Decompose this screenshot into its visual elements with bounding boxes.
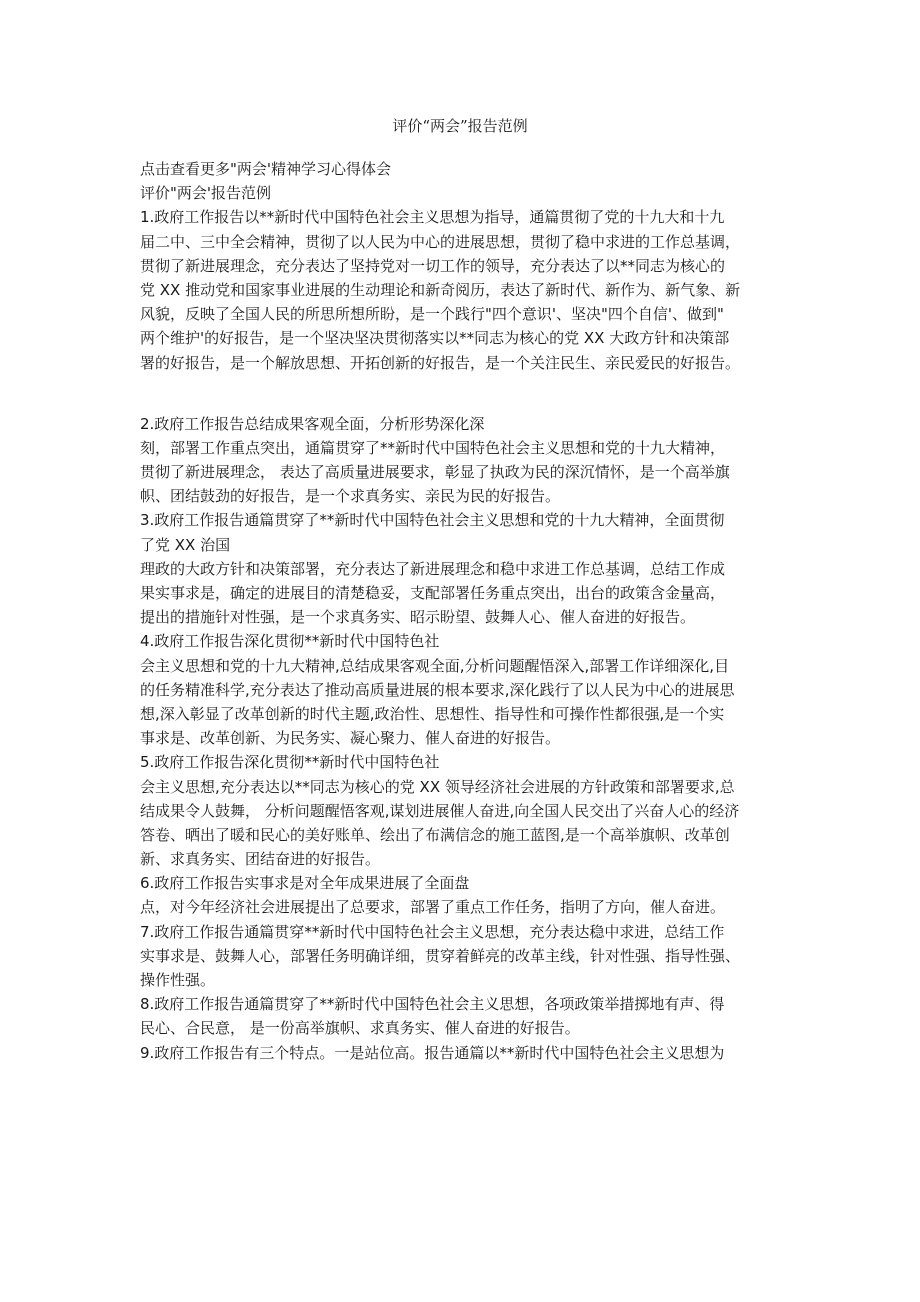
text-line: 届二中、三中全会精神，贯彻了以人民为中心的进展思想，贯彻了稳中求进的工作总基调， xyxy=(140,232,741,251)
text-line: 9.政府工作报告有三个特点。一是站位高。报告通篇以**新时代中国特色社会主义思想为 xyxy=(140,1043,725,1062)
text-line: 评价"两会'报告范例 xyxy=(140,184,272,203)
text-line: 5.政府工作报告深化贯彻**新时代中国特色社 xyxy=(140,753,440,772)
text-line: 帜、团结鼓劲的好报告，是一个求真务实、亲民为民的好报告。 xyxy=(140,487,561,506)
text-line: 署的好报告，是一个解放思想、开拓创新的好报告，是一个关注民生、亲民爱民的好报告。 xyxy=(140,353,741,372)
text-line: 刻，部署工作重点突出，通篇贯穿了**新时代中国特色社会主义思想和党的十九大精神， xyxy=(140,438,726,457)
document-title: 评价“两会”报告范例 xyxy=(392,117,528,135)
paragraph-spacer xyxy=(140,375,790,412)
text-line: 6.政府工作报告实事求是对全年成果进展了全面盘 xyxy=(140,874,470,893)
text-line: 提出的措施针对性强，是一个求真务实、昭示盼望、鼓舞人心、催人奋进的好报告。 xyxy=(140,608,696,627)
text-line: 结成果令人鼓舞， 分析问题醒悟客观,谋划进展催人奋进,向全国人民交出了兴奋人心的经济 xyxy=(140,801,740,820)
text-line: 3.政府工作报告通篇贯穿了**新时代中国特色社会主义思想和党的十九大精神，全面贯彻 xyxy=(140,511,725,530)
text-line: 两个维护'的好报告，是一个坚决坚决贯彻落实以**同志为核心的党 XX 大政方针和决策部 xyxy=(140,329,730,348)
text-line: 8.政府工作报告通篇贯穿了**新时代中国特色社会主义思想，各项政策举措掷地有声、得 xyxy=(140,995,725,1014)
text-line: 贯彻了新进展理念， 表达了高质量进展要求，彰显了执政为民的深沉情怀，是一个高举旗 xyxy=(140,463,730,482)
text-line: 2.政府工作报告总结成果客观全面，分析形势深化深 xyxy=(140,414,485,433)
text-line: 事求是、改革创新、为民务实、凝心聚力、催人奋进的好报告。 xyxy=(140,729,561,748)
text-line: 实事求是、鼓舞人心，部署任务明确详细，贯穿着鲜亮的改革主线，针对性强、指导性强、 xyxy=(140,946,741,965)
document-body xyxy=(140,157,790,1065)
text-line: 会主义思想和党的十九大精神,总结成果客观全面,分析问题醒悟深入,部署工作详细深化,目 xyxy=(140,656,730,675)
text-line: 答卷、晒出了暖和民心的美好账单、绘出了布满信念的施工蓝图,是一个高举旗帜、改革创 xyxy=(140,825,730,844)
text-line: 了党 XX 治国 xyxy=(140,535,231,554)
text-line: 4.政府工作报告深化贯彻**新时代中国特色社 xyxy=(140,632,440,651)
text-line: 党 XX 推动党和国家事业进展的生动理论和新奇阅历，表达了新时代、新作为、新气象、新 xyxy=(140,280,741,299)
text-line: 想,深入彰显了改革创新的时代主题,政治性、思想性、指导性和可操作性都很强,是一个实 xyxy=(140,704,725,723)
text-line: 风貌，反映了全国人民的所思所想所盼，是一个践行"四个意识'、坚决"四个自信'、做到" xyxy=(140,305,724,324)
text-line: 贯彻了新进展理念，充分表达了坚持党对一切工作的领导，充分表达了以**同志为核心的 xyxy=(140,256,726,275)
text-line: 理政的大政方针和决策部署，充分表达了新进展理念和稳中求进工作总基调，总结工作成 xyxy=(140,559,726,578)
text-line: 1.政府工作报告以**新时代中国特色社会主义思想为指导，通篇贯彻了党的十九大和十九 xyxy=(140,208,725,227)
text-line: 的任务精准科学,充分表达了推动高质量进展的根本要求,深化践行了以人民为中心的进展思 xyxy=(140,680,735,699)
text-line: 会主义思想,充分表达以**同志为核心的党 XX 领导经济社会进展的方针政策和部署要求,总 xyxy=(140,777,735,796)
text-line: 点，对今年经济社会进展提出了总要求，部署了重点工作任务，指明了方向，催人奋进。 xyxy=(140,898,726,917)
text-line: 民心、合民意， 是一份高举旗帜、求真务实、催人奋进的好报告。 xyxy=(140,1019,580,1038)
text-line: 新、求真务实、团结奋进的好报告。 xyxy=(140,850,381,869)
text-line: 7.政府工作报告通篇贯穿**新时代中国特色社会主义思想，充分表达稳中求进，总结工作 xyxy=(140,922,725,941)
text-line: 点击查看更多"两会'精神学习心得体会 xyxy=(140,160,392,178)
text-line: 果实事求是，确定的进展目的清楚稳妥，支配部署任务重点突出，出台的政策含金量高， xyxy=(140,584,726,602)
text-line: 操作性强。 xyxy=(140,971,216,989)
